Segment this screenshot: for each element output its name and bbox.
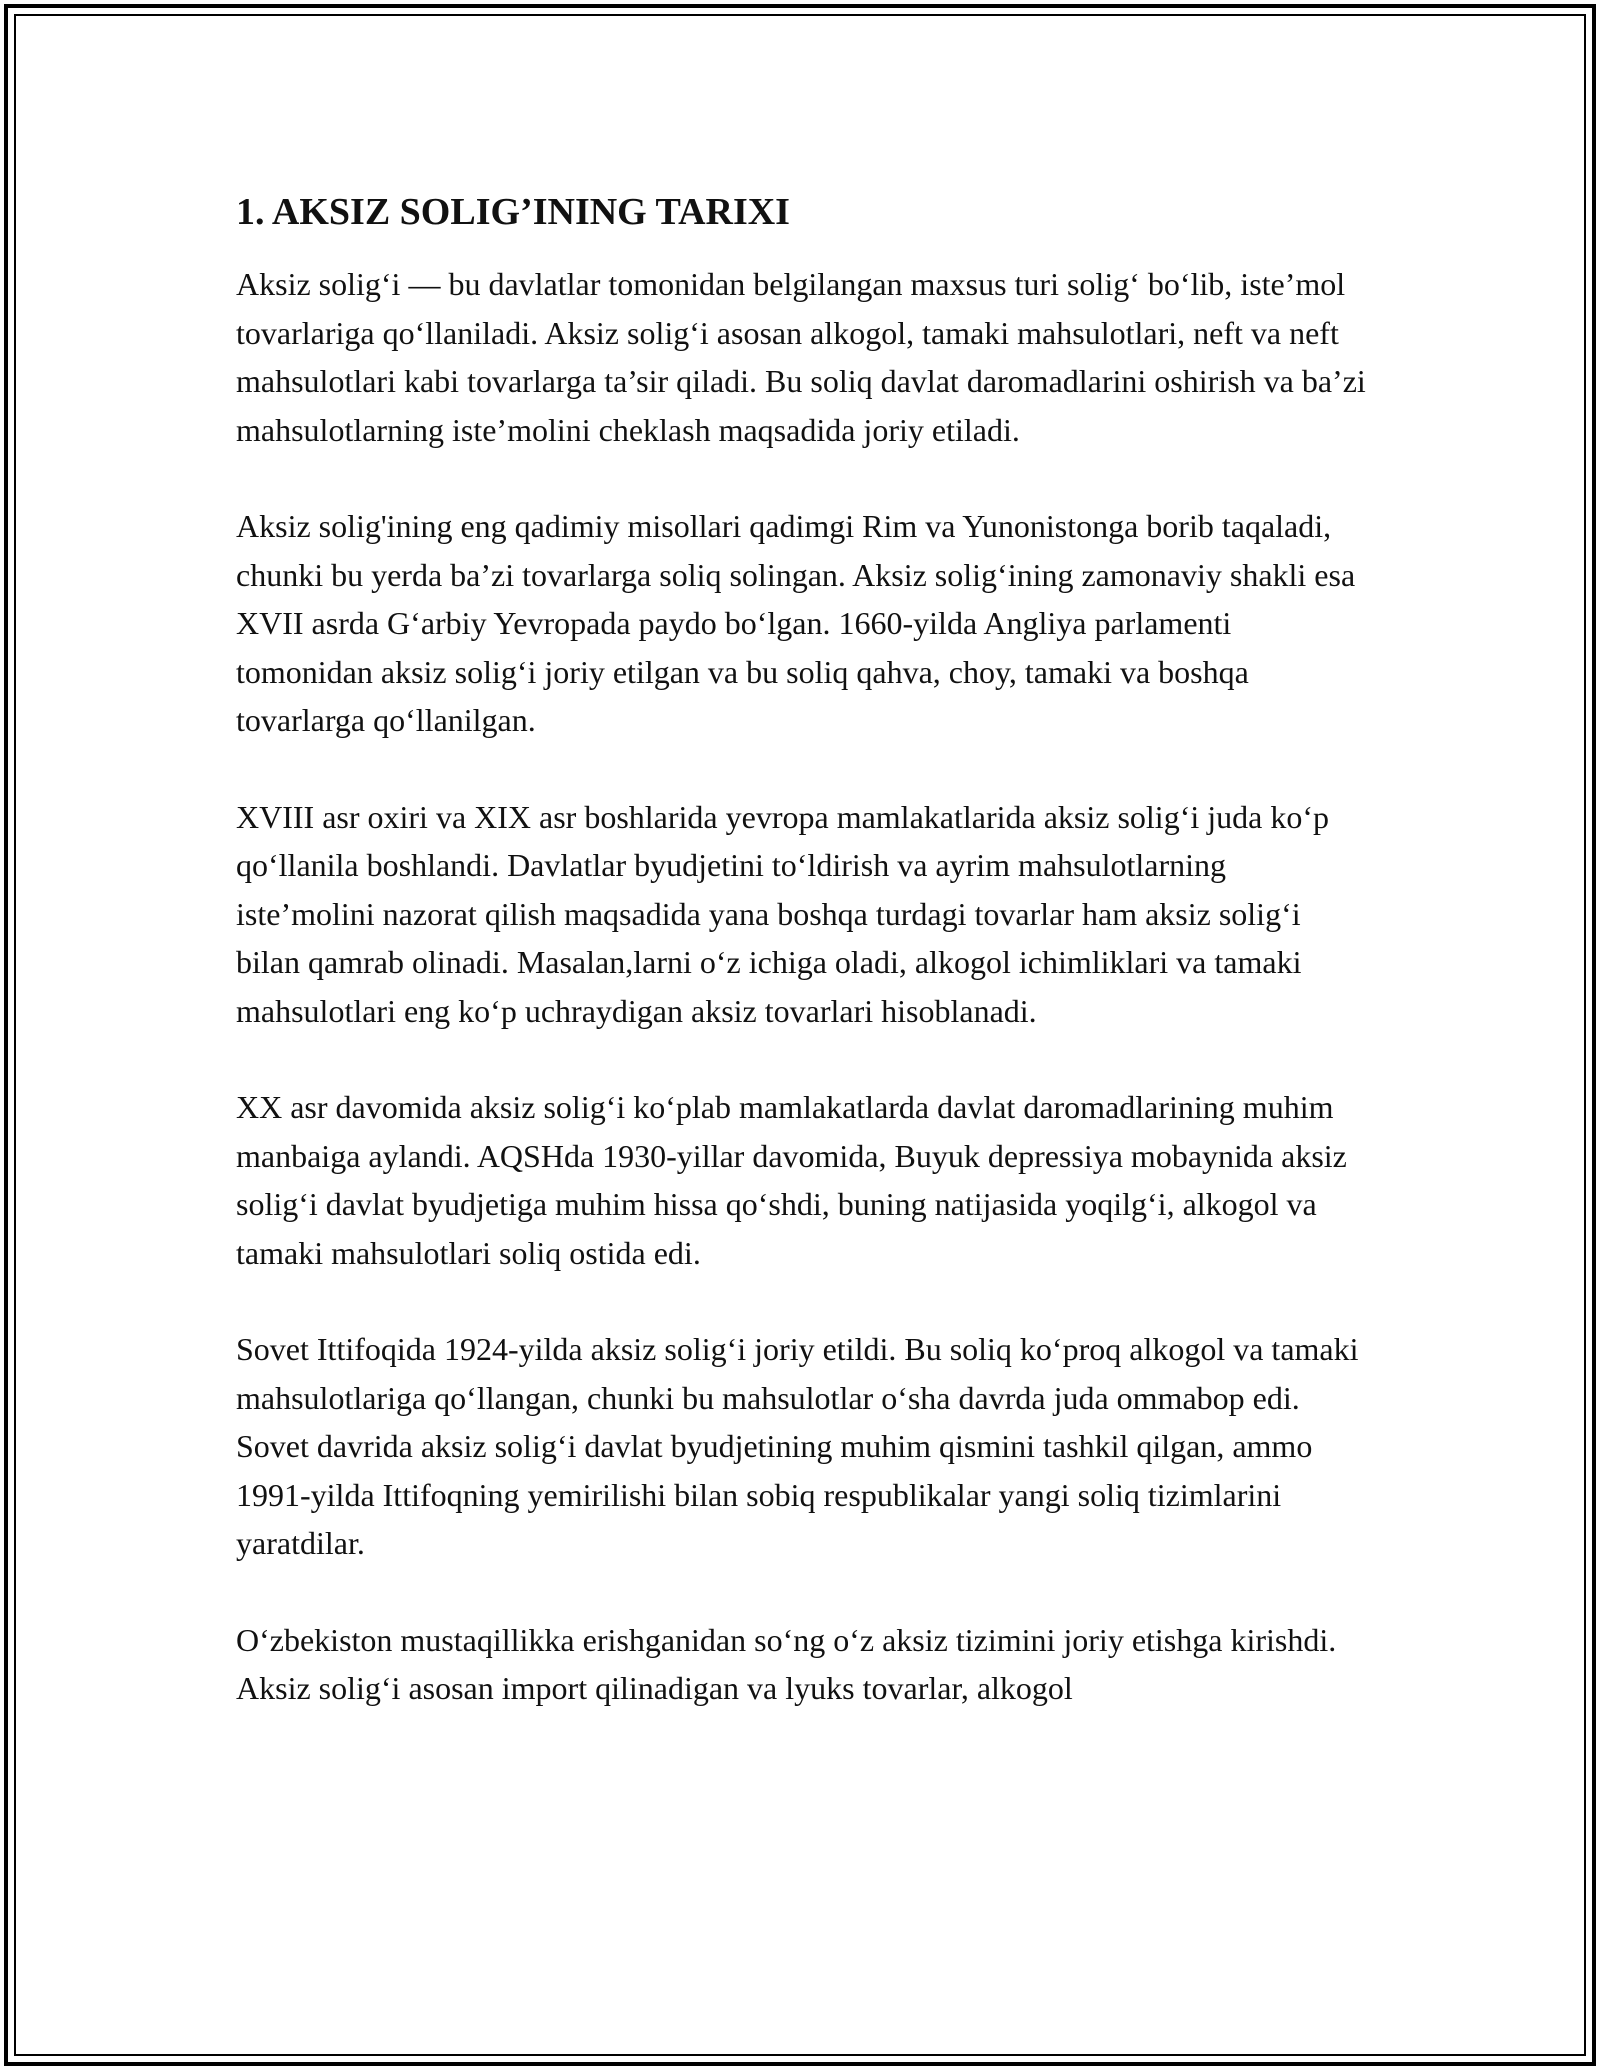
page-title: 1. AKSIZ SOLIG’INING TARIXI: [236, 191, 790, 233]
paragraph-4: XX asr davomida aksiz solig‘i ko‘plab mamlakatlarda davlat daromadlarining muhim manbaiga aylandi. AQSHda 1930-yillar davomida, Buyuk depressiya mobaynida aksiz solig‘i davlat byudjetiga muhim hissa qo‘shdi, buning natijasida yoqilg‘i, alkogol va tamaki mahsulotlari soliq ostida edi.: [236, 1089, 1347, 1271]
paragraph-5: Sovet Ittifoqida 1924-yilda aksiz solig‘i joriy etildi. Bu soliq ko‘proq alkogol va tamaki mahsulotlariga qo‘llangan, chunki bu mahsulotlar o‘sha davrda juda ommabop edi. Sovet davrida aksiz solig‘i davlat byudjetining muhim qismini tashkil qilgan, ammo 1991-yilda Ittifoqning yemirilishi bilan sobiq respublikalar yangi soliq tizimlarini yaratdilar.: [236, 1331, 1359, 1561]
paragraph-6: O‘zbekiston mustaqillikka erishganidan so‘ng o‘z aksiz tizimini joriy etishga kirishdi. Aksiz solig‘i asosan import qilinadigan va lyuks tovarlar, alkogol: [236, 1621, 1337, 1706]
paragraph-1: Aksiz solig‘i — bu davlatlar tomonidan belgilangan maxsus turi solig‘ bo‘lib, iste’mol tovarlariga qo‘llaniladi. Aksiz solig‘i asosan alkogol, tamaki mahsulotlari, neft va neft mahsulotlari kabi tovarlarga ta’sir qiladi. Bu soliq davlat daromadlarini oshirish va ba’zi mahsulotlarning iste’molini cheklash maqsadida joriy etiladi.: [236, 266, 1366, 448]
document-body: [236, 186, 1366, 1761]
paragraph-3: XVIII asr oxiri va XIX asr boshlarida yevropa mamlakatlarida aksiz solig‘i juda ko‘p qo‘llanila boshlandi. Davlatlar byudjetini to‘ldirish va ayrim mahsulotlarning iste’molini nazorat qilish maqsadida yana boshqa turdagi tovarlar ham aksiz solig‘i bilan qamrab olinadi. Masalan,larni o‘z ichiga oladi, alkogol ichimliklari va tamaki mahsulotlari eng ko‘p uchraydigan aksiz tovarlari hisoblanadi.: [236, 798, 1329, 1029]
paragraph-2: Aksiz solig'ining eng qadimiy misollari qadimgi Rim va Yunonistonga borib taqaladi, chunki bu yerda ba’zi tovarlarga soliq solingan. Aksiz solig‘ining zamonaviy shakli esa XVII asrda G‘arbiy Yevropada paydo bo‘lgan. 1660-yilda Angliya parlamenti tomonidan aksiz solig‘i joriy etilgan va bu soliq qahva, choy, tamaki va boshqa tovarlarga qo‘llanilgan.: [236, 508, 1356, 738]
